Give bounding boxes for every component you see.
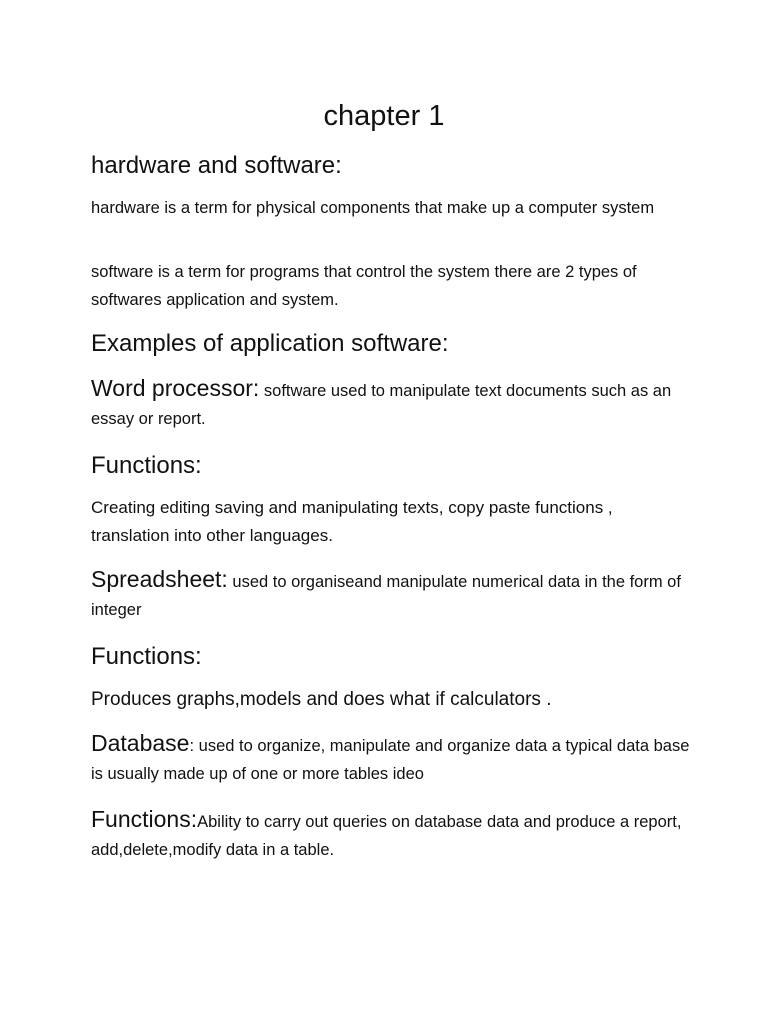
desc-word-processor: software used to manipulate text documents such as an essay or report. (91, 382, 672, 428)
heading-spreadsheet-functions: Functions: (91, 643, 202, 670)
heading-examples-application-software: Examples of application software: (91, 330, 449, 357)
paragraph-spreadsheet (91, 565, 691, 624)
paragraph-spreadsheet-functions: Produces graphs,models and does what if calculators . (91, 689, 552, 710)
term-database: Database (91, 730, 190, 756)
paragraph-word-processor (91, 374, 691, 433)
heading-word-processor-functions: Functions: (91, 452, 202, 479)
desc-database-functions: Ability to carry out queries on database data and produce a report, add,delete,modify data in a table. (91, 813, 682, 859)
paragraph-database (91, 729, 691, 788)
desc-spreadsheet: used to organiseand manipulate numerical data in the form of integer (91, 573, 681, 619)
heading-hardware-software: hardware and software: (91, 152, 342, 179)
paragraph-database-functions (91, 805, 691, 864)
paragraph-word-processor-functions: Creating editing saving and manipulating texts, copy paste functions , translation into other languages. (91, 498, 613, 545)
term-spreadsheet: Spreadsheet: (91, 566, 228, 592)
paragraph-hardware-definition: hardware is a term for physical components that make up a computer system (91, 199, 655, 217)
term-database-functions: Functions: (91, 806, 198, 832)
desc-database: : used to organize, manipulate and organize data a typical data base is usually made up of one or more tables ideo (91, 737, 690, 783)
paragraph-software-definition: software is a term for programs that control the system there are 2 types of softwares application and system. (91, 263, 637, 309)
term-word-processor: Word processor: (91, 375, 260, 401)
page-title: chapter 1 (323, 100, 445, 132)
